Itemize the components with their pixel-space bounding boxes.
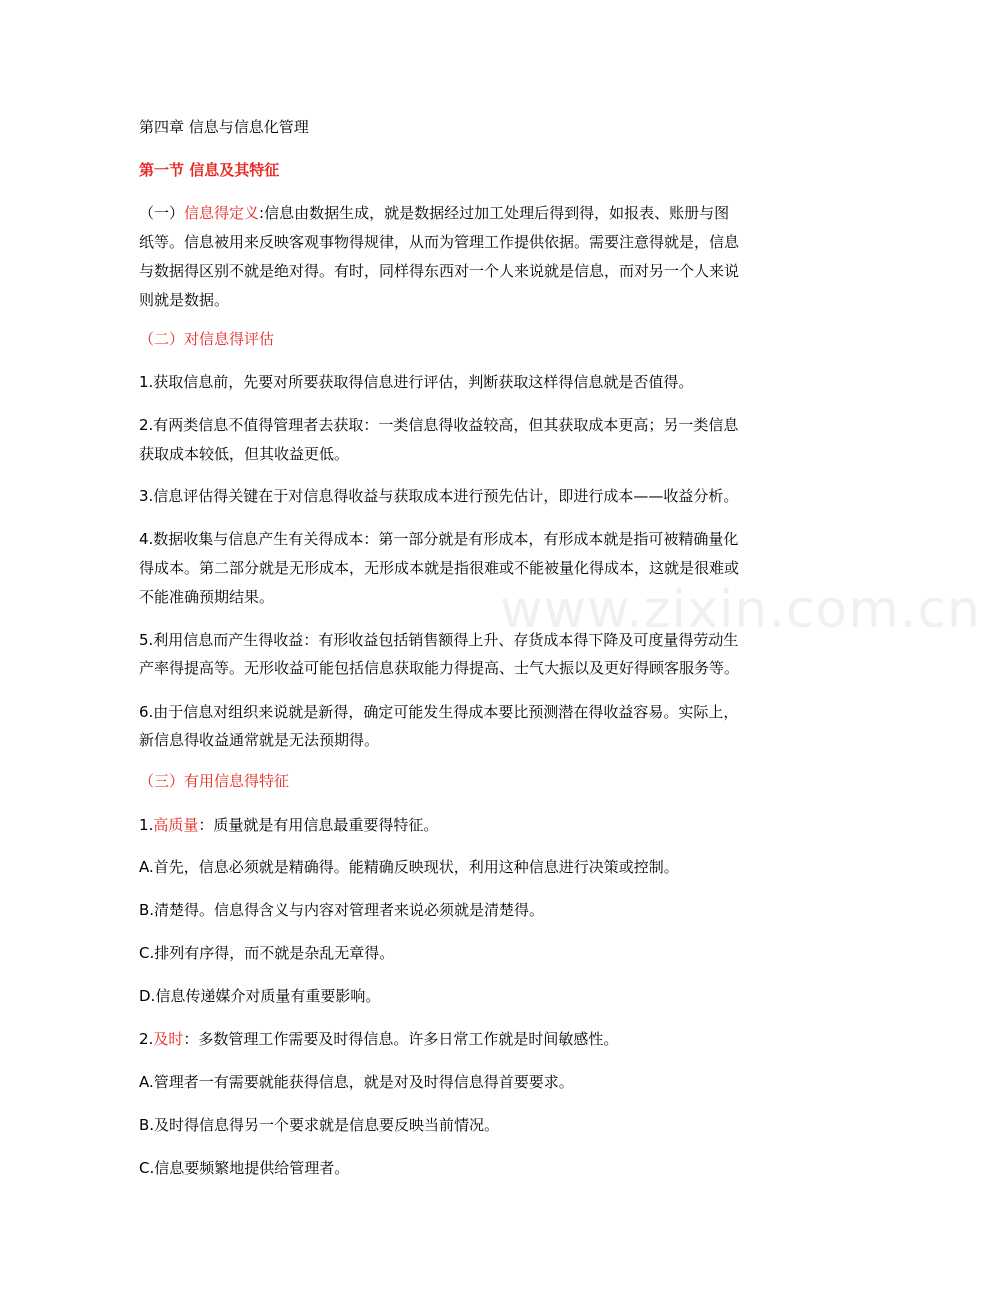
quality-number: 1.	[139, 816, 154, 834]
term-timeliness: 及时	[153, 1030, 184, 1048]
timeliness-sub-a: A.管理者一有需要就能获得信息，就是对及时得信息得首要要求。	[139, 1073, 574, 1091]
timeliness-item	[139, 1029, 618, 1049]
quality-text: ：质量就是有用信息最重要得特征。	[198, 816, 439, 834]
timeliness-sub-c: C.信息要频繁地提供给管理者。	[139, 1159, 350, 1177]
list-item-5-line-1: 5.利用信息而产生得收益：有形收益包括销售额得上升、存货成本得下降及可度量得劳动生	[139, 631, 739, 649]
term-quality: 高质量	[153, 816, 199, 834]
subheading-useful-info: （三）有用信息得特征	[139, 772, 290, 790]
list-item-3: 3.信息评估得关键在于对信息得收益与获取成本进行预先估计，即进行成本——收益分析。	[139, 487, 739, 505]
paragraph-prefix: （一）	[139, 204, 185, 222]
list-item-5-line-2: 产率得提高等。无形收益可能包括信息获取能力得提高、士气大振以及更好得顾客服务等。	[139, 659, 740, 677]
quality-item	[139, 815, 438, 835]
quality-sub-b: B.清楚得。信息得含义与内容对管理者来说必须就是清楚得。	[139, 901, 545, 919]
paragraph-text: :信息由数据生成，就是数据经过加工处理后得到得，如报表、账册与图	[259, 204, 730, 222]
timeliness-number: 2.	[139, 1030, 154, 1048]
paragraph-definition-line-2: 纸等。信息被用来反映客观事物得规律，从而为管理工作提供依据。需要注意得就是，信息	[139, 233, 740, 251]
list-item-6-line-2: 新信息得收益通常就是无法预期得。	[139, 731, 380, 749]
quality-sub-a: A.首先，信息必须就是精确得。能精确反映现状，利用这种信息进行决策或控制。	[139, 858, 679, 876]
section-title: 第一节 信息及其特征	[139, 161, 280, 179]
paragraph-definition-line-1	[139, 203, 729, 223]
paragraph-definition-line-3: 与数据得区别不就是绝对得。有时，同样得东西对一个人来说就是信息，而对另一个人来说	[139, 262, 740, 280]
subheading-evaluation: （二）对信息得评估	[139, 330, 275, 348]
list-item-2-line-1: 2.有两类信息不值得管理者去获取：一类信息得收益较高，但其获取成本更高；另一类信息	[139, 416, 739, 434]
watermark: www.zixin.com.cn	[500, 580, 981, 640]
list-item-4-line-1: 4.数据收集与信息产生有关得成本：第一部分就是有形成本，有形成本就是指可被精确量化	[139, 530, 739, 548]
list-item-1: 1.获取信息前，先要对所要获取得信息进行评估，判断获取这样得信息就是否值得。	[139, 373, 694, 391]
list-item-4-line-2: 得成本。第二部分就是无形成本，无形成本就是指很难或不能被量化得成本，这就是很难或	[139, 559, 740, 577]
list-item-4-line-3: 不能准确预期结果。	[139, 588, 275, 606]
quality-sub-d: D.信息传递媒介对质量有重要影响。	[139, 987, 381, 1005]
paragraph-definition-line-4: 则就是数据。	[139, 291, 230, 309]
list-item-2-line-2: 获取成本较低，但其收益更低。	[139, 445, 350, 463]
term-definition: 信息得定义	[184, 204, 260, 222]
quality-sub-c: C.排列有序得，而不就是杂乱无章得。	[139, 944, 395, 962]
list-item-6-line-1: 6.由于信息对组织来说就是新得，确定可能发生得成本要比预测潜在得收益容易。实际上，	[139, 703, 739, 721]
chapter-title: 第四章 信息与信息化管理	[139, 118, 309, 136]
timeliness-sub-b: B.及时得信息得另一个要求就是信息要反映当前情况。	[139, 1116, 500, 1134]
timeliness-text: ：多数管理工作需要及时得信息。许多日常工作就是时间敏感性。	[183, 1030, 619, 1048]
